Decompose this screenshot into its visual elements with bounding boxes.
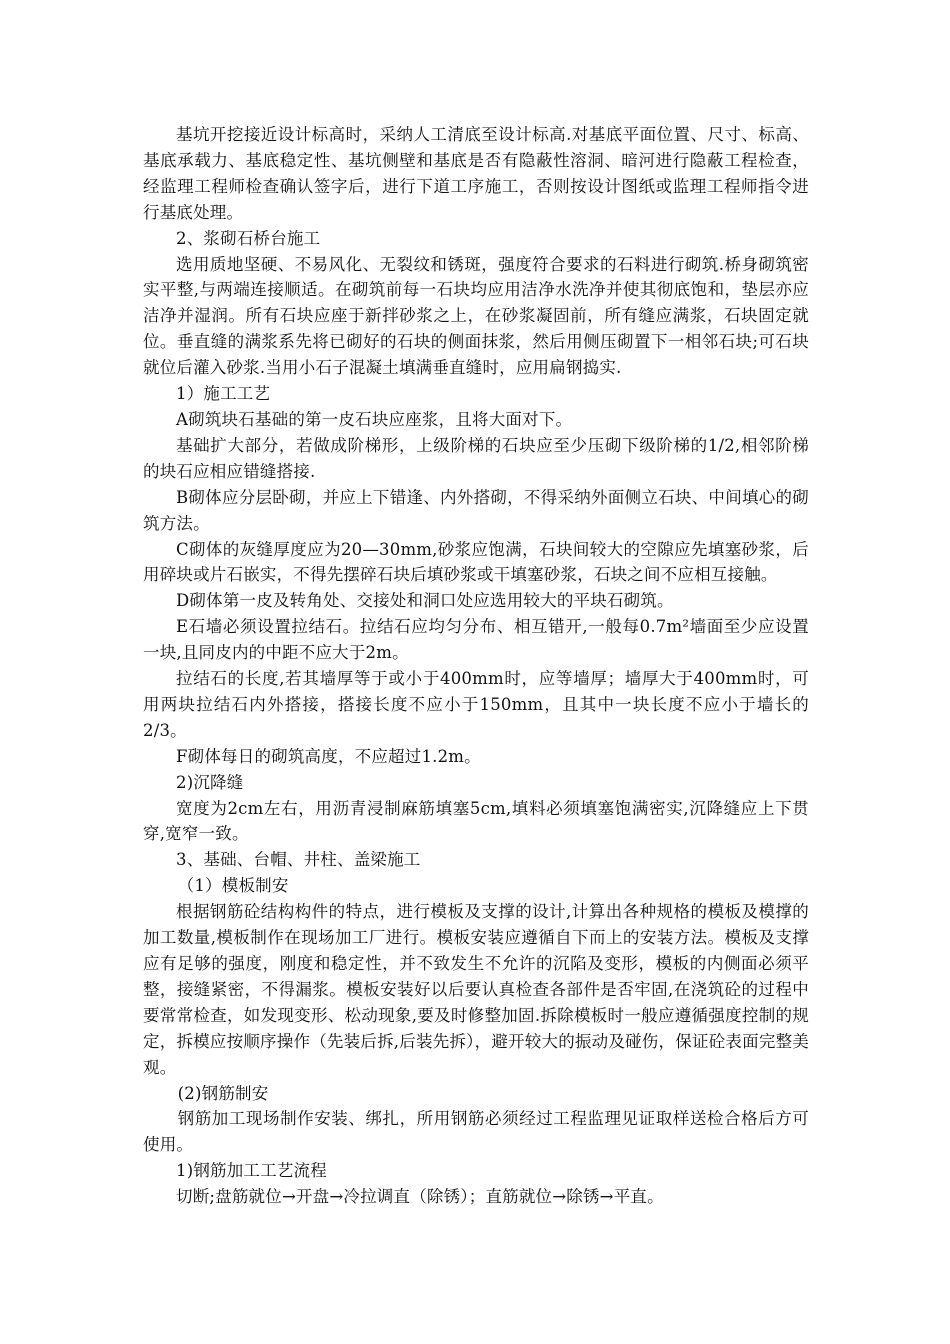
paragraph-item-c: C砌体的灰缝厚度应为20—30mm,砂浆应饱满，石块间较大的空隙应先填塞砂浆，后用碎块或片石嵌实，不得先摆碎石块后填砂浆或干填塞砂浆，石块之间不应相互接触。 <box>143 539 809 585</box>
paragraph-formwork: 根据钢筋砼结构构件的特点，进行模板及支撑的设计,计算出各种规格的模板及模撑的加工数量,模板制作在现场加工厂进行。模板安装应遵循自下而上的安装方法。模板及支撑应有足够的强度，刚度和稳定性，并不致发生不允许的沉陷及变形，模板的内侧面必须平整，接缝紧密，不得漏浆。模板安装好以后要认真检查各部件是否牢固,在浇筑砼的过程中要常常检查，如发现变形、松动现象,要及时修整加固.拆除模板时一般应遵循强度控制的规定，拆模应按顺序操作（先装后拆,后装先拆），避开较大的振动及碰伤，保证砼表面完整美观。 <box>143 902 809 1077</box>
paragraph-item-e: E石墙必须设置拉结石。拉结石应均匀分布、相互错开,一般每0.7m²墙面至少应设置一块,且同皮内的中距不应大于2m。 <box>143 617 809 663</box>
heading-construction-process: 1）施工工艺 <box>176 384 271 404</box>
paragraph-item-d: D砌体第一皮及转角处、交接处和洞口处应选用较大的平块石砌筑。 <box>176 591 674 611</box>
paragraph-item-f: F砌体每日的砌筑高度，不应超过1.2m。 <box>176 746 481 766</box>
paragraph-foundation-pit: 基坑开挖接近设计标高时，采纳人工清底至设计标高.对基底平面位置、尺寸、标高、基底承载力、基底稳定性、基坑侧壁和基底是否有隐蔽性溶洞、暗河进行隐蔽工程检查，经监理工程师检查确认签字后，进行下道工序施工，否则按设计图纸或监理工程师指令进行基底处理。 <box>143 125 809 222</box>
heading-settlement-joint: 2)沉降缝 <box>176 772 244 792</box>
paragraph-item-a: A砌筑块石基础的第一皮石块应座浆，且将大面对下。 <box>176 409 573 429</box>
paragraph-stone-selection: 选用质地坚硬、不易风化、无裂纹和锈斑，强度符合要求的石料进行砌筑.桥身砌筑密实平整,与两端连接顺适。在砌筑前每一石块均应用洁净水洗净并使其彻底饱和，垫层亦应洁净并湿润。所有石块应座于新拌砂浆之上，在砂浆凝固前，所有缝应满浆，石块固定就位。垂直缝的满浆系先将已砌好的石块的侧面抹浆，然后用侧压砌置下一相邻石块;可石块就位后灌入砂浆.当用小石子混凝土填满垂直缝时，应用扁钢捣实. <box>143 254 809 378</box>
paragraph-rebar-process: 切断;盘筋就位→开盘→冷拉调直（除锈）；直筋就位→除锈→平直。 <box>176 1187 664 1207</box>
paragraph-item-b: B砌体应分层卧砌，并应上下错逢、内外搭砌，不得采纳外面侧立石块、中间填心的砌筑方法。 <box>143 487 809 533</box>
heading-rebar-process: 1)钢筋加工工艺流程 <box>176 1161 327 1181</box>
paragraph-rebar: 钢筋加工现场制作安装、绑扎，所用钢筋必须经过工程监理见证取样送检合格后方可使用。 <box>143 1109 809 1155</box>
heading-formwork: （1）模板制安 <box>177 876 289 896</box>
heading-rebar: (2)钢筋制安 <box>177 1083 269 1103</box>
heading-abutment-masonry: 2、浆砌石桥台施工 <box>176 228 321 248</box>
heading-foundation-cap-beam: 3、基础、台帽、井柱、盖梁施工 <box>176 850 421 870</box>
paragraph-foundation-step: 基础扩大部分，若做成阶梯形，上级阶梯的石块应至少压砌下级阶梯的1/2,相邻阶梯的块石应相应错缝搭接. <box>143 435 809 481</box>
document-body <box>143 122 809 1210</box>
paragraph-settlement-joint: 宽度为2cm左右，用沥青浸制麻筋填塞5cm,填料必须填塞饱满密实,沉降缝应上下贯穿,宽窄一致。 <box>143 798 809 844</box>
paragraph-tie-stone-length: 拉结石的长度,若其墙厚等于或小于400mm时，应等墙厚；墙厚大于400mm时，可用两块拉结石内外搭接，搭接长度不应小于150mm，且其中一块长度不应小于墙长的2/3。 <box>143 669 809 740</box>
